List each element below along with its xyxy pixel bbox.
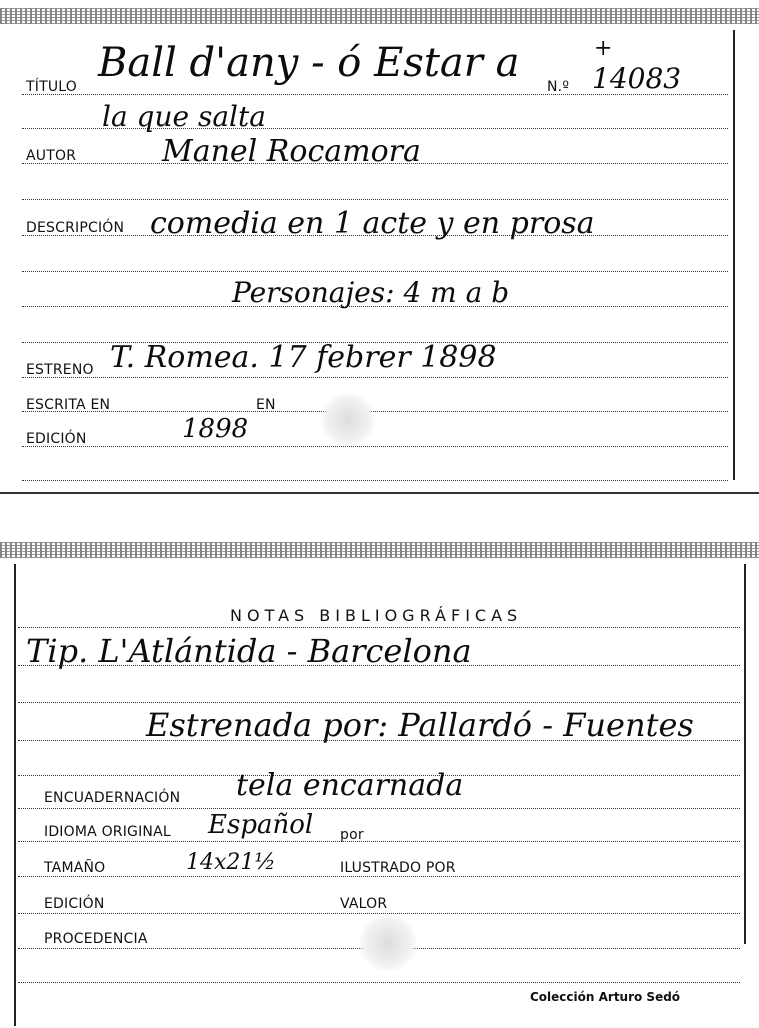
rule-line bbox=[22, 271, 728, 272]
autor-value: Manel Rocamora bbox=[162, 134, 421, 169]
rule-line bbox=[18, 702, 740, 703]
rule-line bbox=[18, 913, 740, 914]
notas-heading: NOTAS BIBLIOGRÁFICAS bbox=[230, 606, 523, 625]
titulo-value: Ball d'any - ó Estar a bbox=[98, 40, 520, 86]
catalog-card-back bbox=[0, 540, 759, 1028]
collection-footer: Colección Arturo Sedó bbox=[530, 990, 681, 1004]
titulo-value-line2: la que salta bbox=[102, 100, 266, 133]
paper-blot bbox=[318, 394, 378, 446]
card-border-right bbox=[733, 30, 735, 480]
estreno-label: ESTRENO bbox=[26, 362, 94, 378]
catalog-card-front bbox=[0, 0, 759, 492]
tamano-label: TAMAÑO bbox=[44, 860, 106, 876]
en-label: EN bbox=[256, 397, 276, 413]
procedencia-label: PROCEDENCIA bbox=[44, 931, 148, 947]
rule-line bbox=[22, 480, 728, 481]
rule-line bbox=[18, 982, 740, 983]
idioma-original-label: IDIOMA ORIGINAL bbox=[44, 824, 171, 840]
torn-edge bbox=[0, 8, 759, 24]
titulo-label: TÍTULO bbox=[26, 79, 77, 95]
rule-line bbox=[22, 199, 728, 200]
edicion-value: 1898 bbox=[182, 414, 249, 444]
note-line: Estrenada por: Pallardó - Fuentes bbox=[146, 706, 694, 744]
note-line: Tip. L'Atlántida - Barcelona bbox=[26, 632, 472, 670]
numero-label: N.º bbox=[547, 79, 570, 95]
encuadernacion-value: tela encarnada bbox=[236, 768, 464, 803]
card-border-right bbox=[744, 564, 746, 944]
por-label: por bbox=[340, 827, 364, 843]
card-cut-edge bbox=[0, 492, 759, 494]
ilustrado-por-label: ILUSTRADO POR bbox=[340, 860, 456, 876]
tamano-value: 14x21½ bbox=[186, 850, 276, 875]
torn-edge bbox=[0, 542, 759, 558]
rule-line bbox=[18, 627, 740, 628]
rule-line bbox=[18, 808, 740, 809]
numero-mark: + bbox=[594, 36, 613, 61]
autor-label: AUTOR bbox=[26, 148, 77, 164]
rule-line bbox=[18, 876, 740, 877]
paper-blot bbox=[356, 915, 420, 971]
card-border-left bbox=[14, 564, 16, 1026]
rule-line bbox=[22, 377, 728, 378]
valor-label: VALOR bbox=[340, 896, 388, 912]
personajes-value: Personajes: 4 m a b bbox=[232, 276, 510, 309]
rule-line bbox=[22, 446, 728, 447]
descripcion-label: DESCRIPCIÓN bbox=[26, 220, 125, 236]
escrita-en-label: ESCRITA EN bbox=[26, 397, 111, 413]
rule-line bbox=[18, 841, 740, 842]
descripcion-value: comedia en 1 acte y en prosa bbox=[150, 206, 595, 241]
encuadernacion-label: ENCUADERNACIÓN bbox=[44, 790, 181, 806]
idioma-original-value: Español bbox=[208, 810, 314, 840]
edicion-label: EDICIÓN bbox=[44, 896, 105, 912]
numero-value: 14083 bbox=[592, 62, 682, 95]
edicion-label: EDICIÓN bbox=[26, 431, 87, 447]
estreno-value: T. Romea. 17 febrer 1898 bbox=[110, 340, 497, 375]
